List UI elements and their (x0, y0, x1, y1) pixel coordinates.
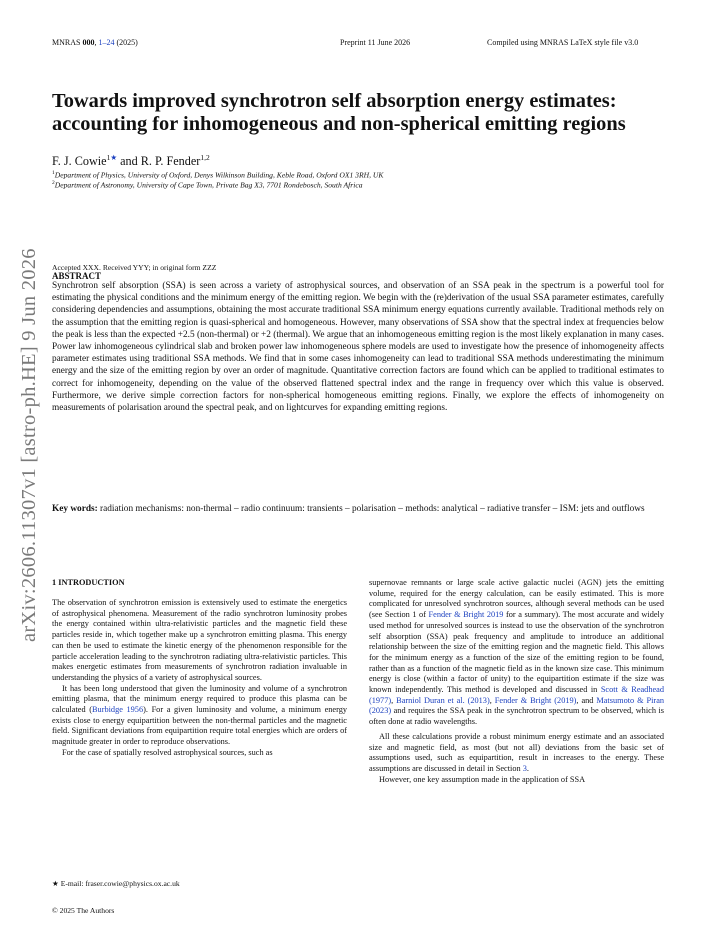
author-2-affil: 1,2 (200, 153, 210, 162)
keywords-text: radiation mechanisms: non-thermal – radio continuum: transients – polarisation – methods: analytical – radiative transfer – ISM: jets and outflows (97, 504, 645, 514)
abstract-text: Synchrotron self absorption (SSA) is seen across a variety of astrophysical sources, and observation of an SSA peak in the spectrum is a powerful tool for estimating the physical conditions and the minimum energy of the emitting region. We begin with the (re)derivation of the usual SSA parameter estimates, carefully considering dependencies and assumptions, obtaining the most accurate traditional SSA minimum energy equations currently available. Traditional methods rely on the assumption that the emitting region is quasi-spherical and homogeneous. However, many observations of SSA show that the spectral index at frequencies below the peak is less than the expected +2.5 (non-thermal) or +2 (thermal). We argue that an inhomogeneous emitting region is the most likely explanation in many cases. Power law inhomogeneous cylindrical slab and broken power law inhomogeneous sphere models are used to investigate how the presence of inhomogeneity affects parameter estimates using traditional SSA methods. We find that in some cases inhomogeneity can lead to traditional SSA methods underestimating the minimum energy and the size of the emitting region by over an order of magnitude. Quantitative correction factors are found which can be applied to traditional estimates to correct for inhomogeneity, depending on the value of the observed flattened spectral index and the range in frequency over which this value is observed. Furthermore, we derive simple correction factors for non-spherical homogeneous emitting regions. Finally, we explore the effects of inhomogeneity on measurements of polarisation around the spectral peak, and on lightcurves for expanding emitting regions. (52, 281, 664, 414)
running-header-preprint: Preprint 11 June 2026 (340, 38, 411, 47)
keywords (52, 503, 664, 515)
citation-link-matsumoto-piran[interactable]: Matsumoto & Piran (2023) (369, 695, 665, 716)
title-line-2: accounting for inhomogeneous and non-spherical emitting regions (52, 113, 626, 135)
citation-link-scott-readhead[interactable]: Scott & Readhead (1977) (369, 685, 664, 705)
title-line-1: Towards improved synchrotron self absorption energy estimates: (52, 90, 617, 112)
author-1: F. J. Cowie (52, 154, 107, 169)
section-heading-introduction: 1 INTRODUCTION (52, 578, 125, 587)
paragraph-text: for a summary). The most accurate and widely used method for unresolved sources is instead to use the observation of the synchrotron self absorption (SSA) peak frequency and amplitude to introduce an additional relationship between the size of the emitting region and the magnetic field. This allows for the minimum energy as a function of the size of the emitting region to be found, rather than as a function of the magnetic field as in the known size case. This minimum energy is close (within a factor of unity) to the equipartition estimate if the size was known independently. This method is developed and discussed in (369, 610, 665, 695)
citation-link-fender-bright-2019[interactable]: Fender & Bright 2019 (428, 610, 504, 620)
author-1-affil: 1 (106, 153, 111, 162)
running-header-journal: MNRAS 000, 1–24 (2025) (52, 38, 138, 47)
section-ref-link[interactable]: 3 (522, 763, 527, 773)
author-list (52, 153, 210, 169)
intro-paragraph-1: The observation of synchrotron emission is extensively used to estimate the energetics of astrophysical phenomena. Measurement of the radio synchrotron luminosity probes the energy contained within ultra-relativistic particles and the magnetic field these particles reside in, which together make up a synchrotron emitting plasma. This energy can then be used to estimate the kinetic energy of the phenomenon responsible for the particle acceleration leading to the synchrotron radiating ultra-relativistic particles. This makes energetic estimates from measurements of synchrotron radiation invaluable in understanding the physics of a variety of astrophysical sources. (52, 598, 347, 682)
intro-paragraph-6: However, one key assumption made in the application of SSA (379, 774, 586, 784)
citation-link-burbidge[interactable]: Burbidge 1956 (92, 705, 144, 715)
right-column (369, 578, 664, 785)
affiliation-text: Department of Physics, University of Oxford, Denys Wilkinson Building, Keble Road, Oxford OX1 3RH, UK (54, 170, 384, 180)
intro-paragraph-4 (369, 578, 664, 728)
paragraph-text: It has been long understood that given the luminosity and volume of a synchrotron emitting plasma, that the minimum energy required to produce this plasma can be calculated ( (52, 683, 347, 715)
affiliation-text: Department of Astronomy, University of Cape Town, Private Bag X3, 7701 Rondebosch, South Africa (54, 180, 363, 190)
paragraph-text: , (391, 695, 397, 705)
accepted-line: Accepted XXX. Received YYY; in original form ZZZ (52, 263, 217, 272)
affiliation-1 (52, 170, 383, 180)
keywords-label: Key words: (52, 504, 98, 514)
copyright-notice: © 2025 The Authors (52, 906, 115, 915)
journal-name: MNRAS (52, 38, 81, 47)
arxiv-stamp: arXiv:2606.11307v1 [astro-ph.HE] 9 Jun 2026 (18, 248, 40, 642)
affiliation-number: 1 (52, 170, 55, 176)
intro-paragraph-2 (52, 684, 347, 748)
paragraph-text: . (526, 763, 529, 773)
paragraph-text: , and (576, 695, 597, 705)
journal-volume: 000 (82, 38, 95, 47)
paragraph-text: supernovae remnants or large scale active galactic nuclei (AGN) jets the emitting volume, required for the energy calculation, can be easily estimated. This is more complicated for unresolved synchrotron sources, although several methods can be used (see Section 1 of (369, 578, 664, 620)
citation-link-fender-bright[interactable]: Fender & Bright (2019) (494, 695, 577, 705)
paragraph-text: , (489, 695, 495, 705)
journal-pages-link[interactable]: 1–24 (98, 38, 115, 47)
paper-title (52, 90, 652, 136)
paragraph-text: ). For a given luminosity and volume, a minimum energy exists close to energy equipartition between the non-thermal particles and the magnetic field. Significant deviations from equipartition require total energies which are orders of magnitude greater in order to reproduce observations. (52, 705, 347, 747)
citation-link-barniol-duran[interactable]: Barniol Duran et al. (2013) (396, 695, 490, 705)
abstract-heading: ABSTRACT (52, 271, 102, 281)
author-2: R. P. Fender (140, 154, 201, 169)
paragraph-text: and requires the SSA peak in the synchrotron spectrum to be observed, which is often done at radio wavelengths. (369, 706, 664, 727)
author-conjunction: and (117, 154, 141, 169)
affiliation-number: 2 (52, 180, 55, 186)
intro-paragraph-5 (369, 732, 664, 775)
author-1-footnote-mark[interactable]: ★ (110, 153, 118, 162)
paragraph-text: All these calculations provide a robust minimum energy estimate and an associated size and magnetic field, as most (but not all) deviations from the basic set of assumptions used, such as equipartition, result in increases to the energy. These assumptions are discussed in detail in Section (369, 731, 664, 773)
running-header-compiled: Compiled using MNRAS LaTeX style file v3.0 (487, 38, 639, 47)
affiliation-2 (52, 180, 363, 190)
footnote-text: E-mail: fraser.cowie@physics.ox.ac.uk (58, 879, 180, 888)
journal-year: (2025) (116, 38, 138, 47)
left-column (52, 598, 347, 759)
footnote-mark: ★ (52, 879, 59, 888)
footnote-email (52, 879, 180, 888)
intro-paragraph-3: For the case of spatially resolved astrophysical sources, such as (62, 747, 273, 757)
